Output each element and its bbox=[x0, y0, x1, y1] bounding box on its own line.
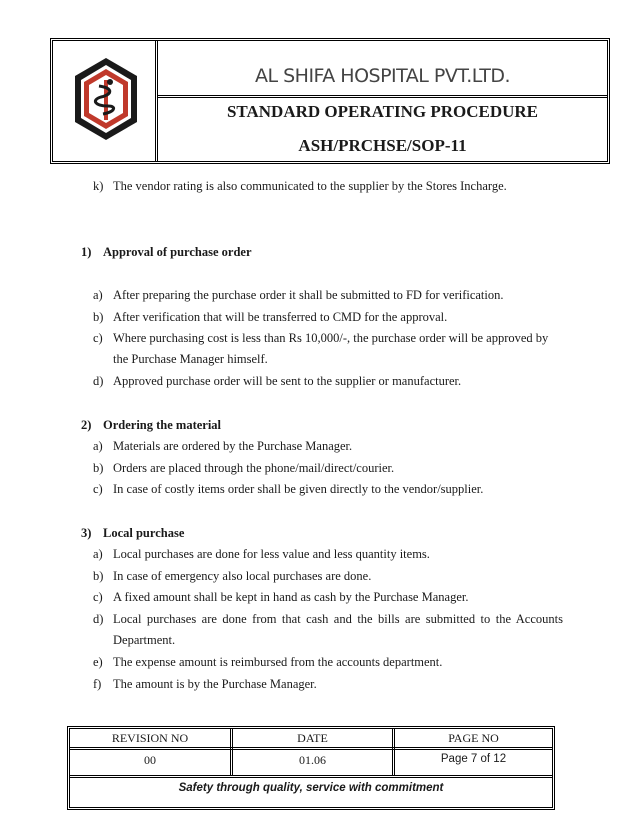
section-title: Approval of purchase order bbox=[103, 245, 252, 259]
section-number: 2) bbox=[81, 418, 92, 432]
list-marker: f) bbox=[93, 677, 102, 691]
section-number: 1) bbox=[81, 245, 92, 259]
footer-divider bbox=[70, 747, 552, 750]
hospital-name: AL SHIFA HOSPITAL PVT.LTD. bbox=[254, 65, 510, 87]
section-title: Local purchase bbox=[103, 526, 185, 540]
list-item-text: In case of costly items order shall be given directly to the vendor/supplier. bbox=[113, 482, 484, 496]
list-marker: d) bbox=[93, 612, 104, 626]
list-marker: d) bbox=[93, 374, 104, 388]
list-item-text: the Purchase Manager himself. bbox=[113, 352, 268, 366]
list-marker: a) bbox=[93, 288, 103, 302]
footer-divider bbox=[70, 775, 552, 778]
document-header bbox=[50, 38, 610, 164]
document-code: ASH/PRCHSE/SOP-11 bbox=[298, 136, 467, 155]
date-label: DATE bbox=[297, 731, 328, 745]
header-divider bbox=[158, 95, 607, 98]
hexagon-caduceus-logo-icon bbox=[73, 56, 139, 142]
list-marker: c) bbox=[93, 590, 103, 604]
list-item-text: Local purchases are done from that cash and the bills are submitted to the Accounts bbox=[113, 612, 563, 626]
list-item-text: Approved purchase order will be sent to the supplier or manufacturer. bbox=[113, 374, 462, 388]
list-item-text: Local purchases are done for less value and less quantity items. bbox=[113, 547, 430, 561]
section-number: 3) bbox=[81, 526, 92, 540]
section-heading bbox=[81, 526, 184, 541]
list-marker: b) bbox=[93, 310, 104, 324]
logo-cell bbox=[53, 41, 158, 161]
list-marker: k) bbox=[93, 179, 104, 193]
page-value: Page 7 of 12 bbox=[440, 753, 507, 765]
document-footer bbox=[67, 726, 555, 810]
list-item-text: After preparing the purchase order it shall be submitted to FD for verification. bbox=[113, 288, 504, 302]
footer-tagline: Safety through quality, service with commitment bbox=[178, 782, 444, 794]
list-item-text: The expense amount is reimbursed from the accounts department. bbox=[113, 655, 443, 669]
list-item-text: After verification that will be transferred to CMD for the approval. bbox=[113, 310, 448, 324]
list-marker: c) bbox=[93, 331, 103, 345]
list-item-text: The amount is by the Purchase Manager. bbox=[113, 677, 317, 691]
section-title: Ordering the material bbox=[103, 418, 222, 432]
list-item-text: The vendor rating is also communicated to the supplier by the Stores Incharge. bbox=[113, 179, 507, 193]
list-marker: b) bbox=[93, 569, 104, 583]
list-item-text: Materials are ordered by the Purchase Manager. bbox=[113, 439, 353, 453]
section-heading bbox=[81, 418, 221, 433]
list-marker: a) bbox=[93, 547, 103, 561]
list-marker: b) bbox=[93, 461, 104, 475]
document-title: STANDARD OPERATING PROCEDURE bbox=[226, 102, 539, 121]
list-marker: c) bbox=[93, 482, 103, 496]
revision-label: REVISION NO bbox=[111, 731, 189, 745]
date-value: 01.06 bbox=[299, 753, 326, 767]
list-marker: e) bbox=[93, 655, 103, 669]
section-heading bbox=[81, 245, 252, 260]
list-item-text: Department. bbox=[113, 633, 176, 647]
page-label: PAGE NO bbox=[448, 731, 499, 745]
title-cell bbox=[158, 41, 607, 161]
list-item-text: A fixed amount shall be kept in hand as cash by the Purchase Manager. bbox=[113, 590, 469, 604]
revision-value: 00 bbox=[144, 753, 156, 767]
list-item-text: Orders are placed through the phone/mail/direct/courier. bbox=[113, 461, 395, 475]
list-item-text: In case of emergency also local purchases are done. bbox=[113, 569, 372, 583]
list-item-text: Where purchasing cost is less than Rs 10,000/-, the purchase order will be approved by bbox=[113, 331, 549, 345]
list-marker: a) bbox=[93, 439, 103, 453]
